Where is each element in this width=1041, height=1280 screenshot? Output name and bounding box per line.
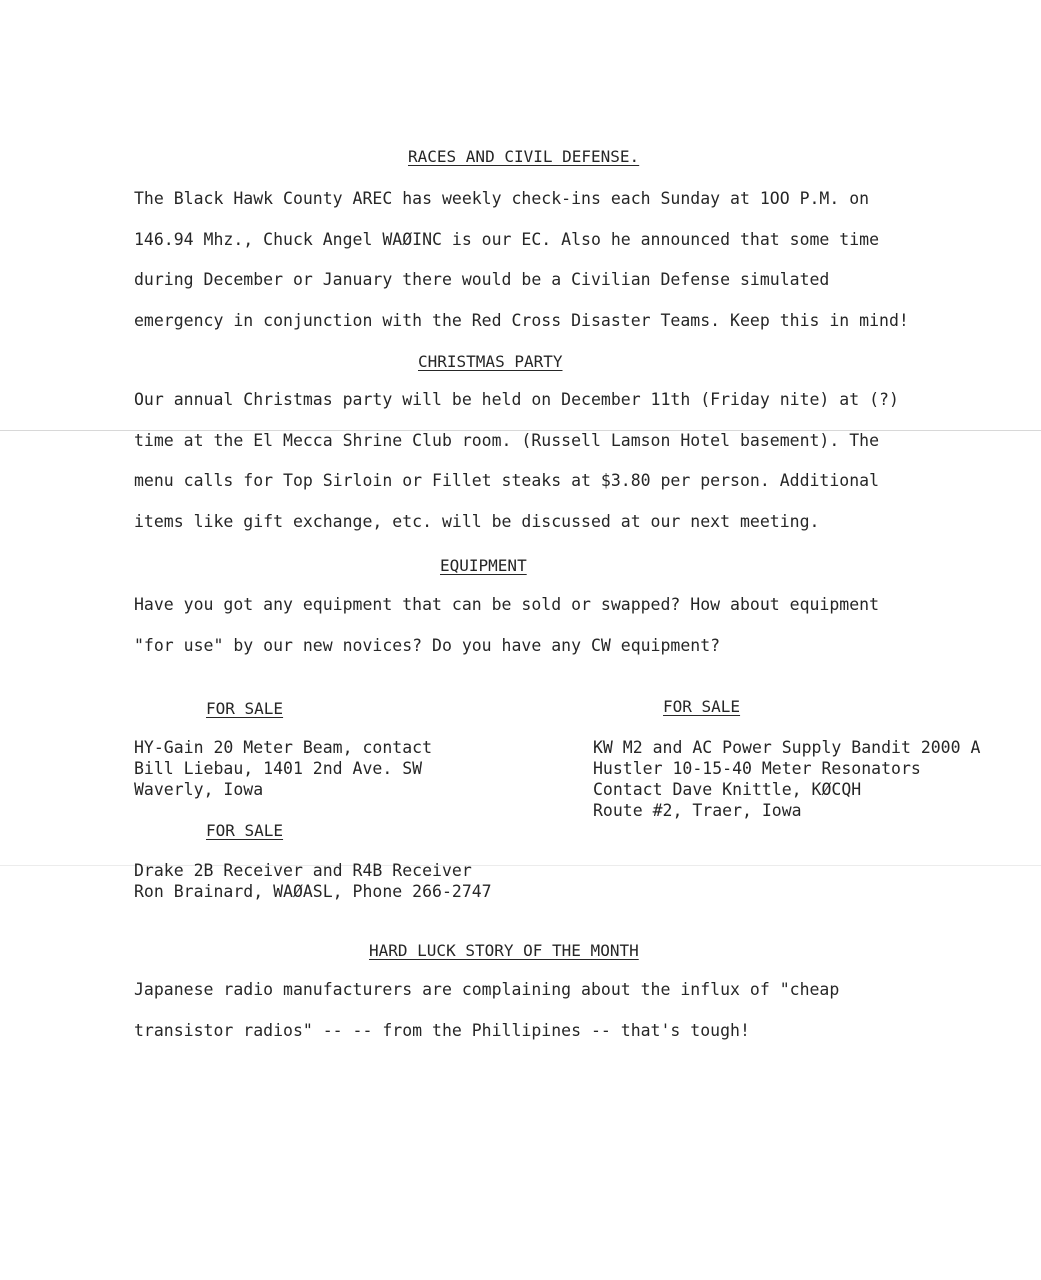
christmas-line: Our annual Christmas party will be held on December 11th (Friday nite) at (?) [134,390,899,409]
races-line: during December or January there would be a Civilian Defense simulated [134,270,830,289]
equipment-line: "for use" by our new novices? Do you have any CW equipment? [134,635,721,655]
equipment-line: Have you got any equipment that can be sold or swapped? How about equipment [134,595,880,614]
races-line: The Black Hawk County AREC has weekly check-ins each Sunday at 1OO P.M. on [134,189,870,208]
hard-luck-heading: HARD LUCK STORY OF THE MONTH [369,941,639,960]
hard-luck-line: Japanese radio manufacturers are complaining about the influx of "cheap [134,980,840,999]
listing-line: Waverly, Iowa [134,780,264,799]
equipment-heading: EQUIPMENT [440,556,527,575]
listing-line: KW M2 and AC Power Supply Bandit 2000 A [593,738,981,757]
listing-line: Contact Dave Knittle, KØCQH [593,780,862,799]
equipment-paragraph [134,585,1014,666]
listing-line: HY-Gain 20 Meter Beam, contact [134,738,433,757]
races-heading: RACES AND CIVIL DEFENSE. [408,147,640,166]
for-sale-heading: FOR SALE [206,699,284,718]
listing-line: Route #2, Traer, Iowa [593,801,802,820]
for-sale-listing-beam [134,737,432,800]
races-paragraph [134,179,1014,341]
hard-luck-line: transistor radios" -- -- from the Phillipines -- that's tough! [134,1020,750,1040]
for-sale-heading: FOR SALE [663,697,741,716]
christmas-heading: CHRISTMAS PARTY [418,352,563,371]
listing-line: Drake 2B Receiver and R4B Receiver [134,861,472,880]
hard-luck-paragraph [134,970,1014,1051]
christmas-line: menu calls for Top Sirloin or Fillet steaks at $3.80 per person. Additional [134,471,880,490]
christmas-paragraph [134,380,1014,542]
for-sale-listing-kw-m2 [593,737,980,821]
listing-line: Ron Brainard, WAØASL, Phone 266-2747 [134,882,492,901]
for-sale-heading: FOR SALE [206,821,284,840]
races-line: emergency in conjunction with the Red Cross Disaster Teams. Keep this in mind! [134,310,909,330]
races-line: 146.94 Mhz., Chuck Angel WAØINC is our EC. Also he announced that some time [134,229,880,249]
listing-line: Bill Liebau, 1401 2nd Ave. SW [134,759,423,778]
listing-line: Hustler 10-15-40 Meter Resonators [593,759,921,778]
christmas-line: time at the El Mecca Shrine Club room. (Russell Lamson Hotel basement). The [134,430,880,450]
christmas-line: items like gift exchange, etc. will be discussed at our next meeting. [134,511,820,531]
for-sale-listing-drake [134,860,492,902]
